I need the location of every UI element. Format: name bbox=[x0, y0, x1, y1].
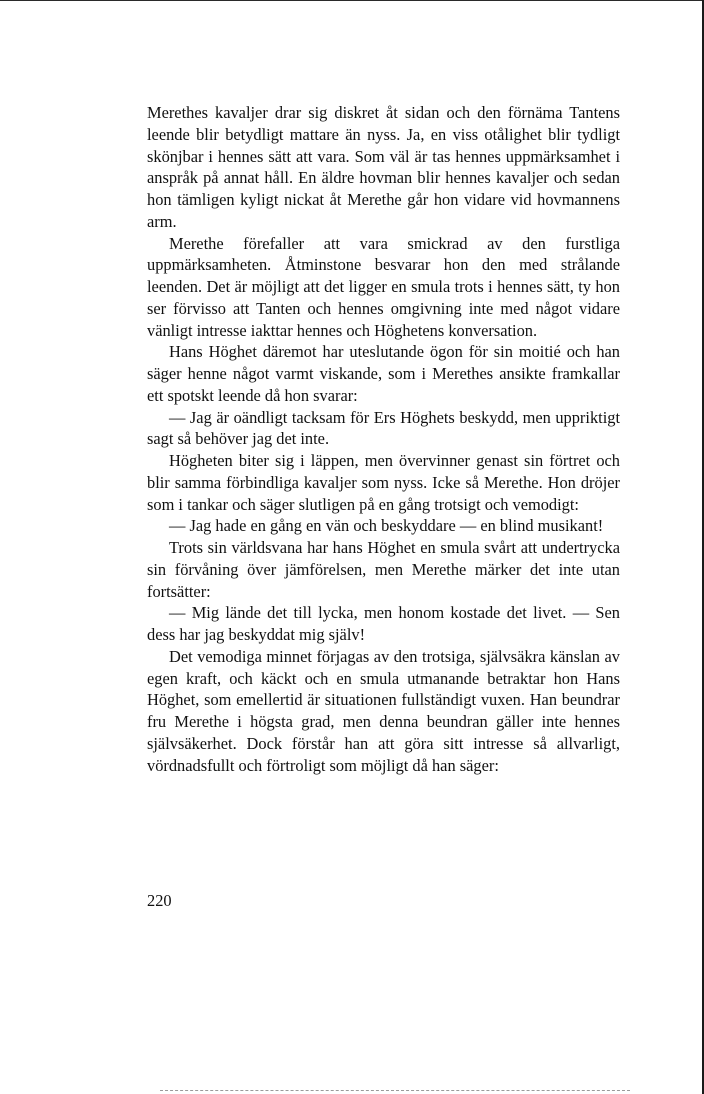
paragraph: Hans Höghet däremot har uteslutande ögon för sin moitié och han säger henne något varmt viskande, som i Merethes ansikte framkallar ett spotskt leende då hon svarar: bbox=[147, 342, 620, 405]
page-number: 220 bbox=[147, 891, 172, 910]
paragraph: Det vemodiga minnet förjagas av den trotsiga, självsäkra känslan av egen kraft, och käckt och en smula utmanande betraktar hon Hans Höghet, som emellertid är situationen fullständigt vuxen. Han beundrar fru Merethe i högsta grad, men denna beundran gäller inte hennes självsäkerhet. Dock förstår han att göra sitt intresse så allvarligt, vördnadsfullt och förtroligt som möjligt då han säger: bbox=[147, 646, 620, 775]
body-text bbox=[147, 102, 620, 776]
paragraph: Merethes kavaljer drar sig diskret åt sidan och den förnäma Tantens leende blir betydligt mattare än nyss. Ja, en viss otålighet blir tydligt skönjbar i hennes sätt att vara. Som väl är tas hennes uppmärksamhet i anspråk på annat håll. En äldre hovman blir hennes kavaljer och sedan hon tämligen kyligt nickat åt Merethe går hon vidare vid hovmannens arm. bbox=[147, 103, 620, 231]
paragraph: Högheten biter sig i läppen, men övervinner genast sin förtret och blir samma förbindliga kavaljer som nyss. Icke så Merethe. Hon dröjer som i tankar och säger slutligen på en gång trotsigt och vemodigt: bbox=[147, 451, 620, 514]
dialogue-line: — Jag är oändligt tacksam för Ers Höghets beskydd, men uppriktigt sagt så behöver jag det inte. bbox=[147, 407, 620, 449]
dialogue-line: — Mig lände det till lycka, men honom kostade det livet. — Sen dess har jag beskyddat mig själv! bbox=[147, 603, 620, 644]
dialogue-line: — Jag hade en gång en vän och beskyddare — en blind musikant! bbox=[169, 516, 604, 536]
paragraph: Merethe förefaller att vara smickrad av den furstliga uppmärksamheten. Åtminstone besvarar hon den med strålande leenden. Det är möjligt att det ligger en smula trots i hennes sätt, ty hon ser förvisso att Tanten och hennes omgivning inte med något vidare vänligt intresse iakttar hennes och Höghetens konversation. bbox=[147, 233, 620, 340]
paragraph: Trots sin världsvana har hans Höghet en smula svårt att undertrycka sin förvåning över jämförelsen, men Merethe märker det inte utan fortsätter: bbox=[147, 538, 620, 601]
page-bottom-edge bbox=[160, 1090, 630, 1091]
page-top-edge bbox=[0, 0, 704, 1]
